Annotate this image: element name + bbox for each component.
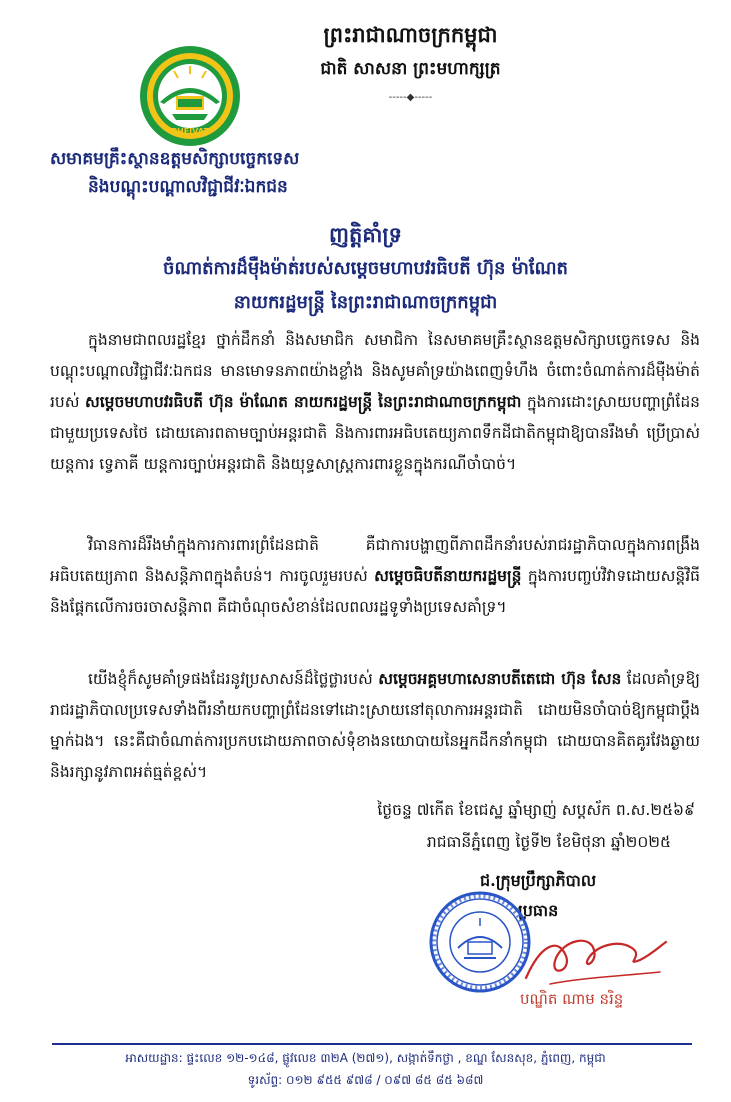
paragraph-2-text-a: វិធានការដ៏រឹងមាំក្នុងការការពារព្រំដែនជាតិ គឺជាការបង្ហាញពីភាពដឹកនាំរបស់រាជរដ្ឋាភិបាលក្នុងការពង្រឹងអធិបតេយ្យភាព និងសន្តិភាពក្នុងតំបន់។ ការចូលរួមរបស់	[50, 536, 700, 585]
kingdom-title: ព្រះរាជាណាចក្រកម្ពុជា	[323, 22, 498, 47]
paragraph-1-text-a: ក្នុងនាមជាពលរដ្ឋខ្មែរ ថ្នាក់ដឹកនាំ និងសមាជិក សមាជិកា នៃសមាគមគ្រឹះស្ថានឧត្តមសិក្សាបច្ចេកទេស និងបណ្តុះបណ្តាលវិជ្ជាជីវៈឯកជន មានមោទនភាពយ៉ាងខ្លាំង និងសូមគាំទ្រយ៉ាងពេញទំហឹង ចំពោះចំណាត់ការដ៏ម៉ឺងម៉ាត់របស់	[50, 331, 700, 411]
paragraph-2	[50, 530, 700, 654]
paragraph-3-text-c: ដែលគាំទ្រឱ្យរាជរដ្ឋាភិបាលប្រទេសទាំងពីរនាំយកបញ្ហាព្រំដែនទៅដោះស្រាយនៅតុលាការអន្តរជាតិ ដោយមិនចាំបាច់ឱ្យកម្ពុជាប្តឹងម្នាក់ឯង។ នេះគឺជាចំណាត់ការប្រកបដោយភាពចាស់ទុំខាងនយោបាយនៃអ្នកដឹកនាំកម្ពុជា ដោយបានគិតគូរវែងឆ្ងាយ និងរក្សានូវភាពអត់ធ្មត់ខ្ពស់។	[50, 670, 700, 781]
paragraph-3-highlight: សម្តេចអគ្គមហាសេនាបតីតេជោ ហ៊ុន សែន	[378, 670, 622, 688]
national-motto: ជាតិ សាសនា ព្រះមហាក្សត្រ	[320, 59, 501, 79]
footer-phone: ទូរស័ព្ទ: ០១២ ៩៥៥ ៩៧៨ / ០៩៧ ៨៥ ៨៥ ៦៨៧	[247, 1073, 484, 1087]
footer-divider	[52, 1043, 692, 1045]
document-title: ញត្តិគាំទ្រ	[329, 222, 402, 247]
paragraph-1	[50, 325, 700, 505]
document-subtitle-2: នាយករដ្ឋមន្ត្រី នៃព្រះរាជាណាចក្រកម្ពុជា	[233, 292, 498, 313]
paragraph-1-text-c: ក្នុងការដោះស្រាយបញ្ហាព្រំដែនជាមួយប្រទេសថៃ ដោយគោរពតាមច្បាប់អន្តរជាតិ និងការពារអធិបតេយ្យភាពទឹកដីជាតិកម្ពុជាឱ្យបានរឹងមាំ ប្រើប្រាស់យន្តការ ទ្វេភាគី យន្តការច្បាប់អន្តរជាតិ និងយុទ្ធសាស្ត្រការពារខ្លួនក្នុងករណីចាំបាច់។	[50, 393, 700, 473]
paragraph-3-text-a: យើងខ្ញុំក៏សូមគាំទ្រផងដែរនូវប្រសាសន៍ដ៏ថ្លៃថ្លារបស់	[88, 670, 379, 688]
official-seal	[428, 890, 532, 994]
paragraph-3	[50, 664, 700, 788]
signature-role: ប្រធាន	[518, 901, 559, 920]
solar-date: រាជធានីភ្នំពេញ ថ្ងៃទី២ ខែមិថុនា ឆ្នាំ២០២៥	[426, 833, 671, 851]
paragraph-2-highlight: សម្តេចធិបតីនាយករដ្ឋមន្ត្រី	[374, 567, 522, 585]
signatory-name: បណ្ឌិត ណាម នរិន្ទ	[520, 990, 624, 1008]
header-divider: -----◆-----	[388, 92, 433, 103]
org-name-line2: និងបណ្តុះបណ្តាលវិជ្ជាជីវៈឯកជន	[88, 177, 288, 197]
paragraph-1-highlight: សម្តេចមហាបវរធិបតី ហ៊ុន ម៉ាណែត នាយករដ្ឋមន្ត្រី នៃព្រះរាជាណាចក្រកម្ពុជា	[84, 393, 522, 411]
footer-address: អាសយដ្ឋាន: ផ្ទះលេខ ១២-១៤៨, ផ្លូវលេខ ៣២A (២៧១), សង្កាត់ទឹកថ្លា , ខណ្ឌ សែនសុខ, ភ្នំពេញ, កម្ពុជា	[125, 1051, 606, 1065]
lunar-date: ថ្ងៃចន្ទ ៧កើត ខែជេស្ឋ ឆ្នាំម្សាញ់ សប្តស័ក ព.ស.២៥៦៩	[377, 801, 695, 819]
signature-on-behalf: ជ.ក្រុមប្រឹក្សាភិបាល	[480, 871, 597, 890]
paragraph-2-text-c: ក្នុងការបញ្ចប់វិវាទដោយសន្តិវិធី និងផ្តែកលើការចរចាសន្តិភាព គឺជាចំណុចសំខាន់ដែលពលរដ្ឋទូទាំងប្រទេសគាំទ្រ។	[50, 567, 700, 616]
org-name-line1: សមាគមគ្រឹះស្ថានឧត្តមសិក្សាបច្ចេកទេស	[50, 149, 300, 169]
logo-text: PHEIVAT	[171, 127, 209, 136]
handwritten-signature	[520, 928, 670, 990]
org-logo	[138, 44, 242, 148]
document-subtitle-1: ចំណាត់ការដ៏ម៉ឺងម៉ាត់របស់សម្តេចមហាបវរធិបតី ហ៊ុន ម៉ាណែត	[163, 258, 568, 279]
